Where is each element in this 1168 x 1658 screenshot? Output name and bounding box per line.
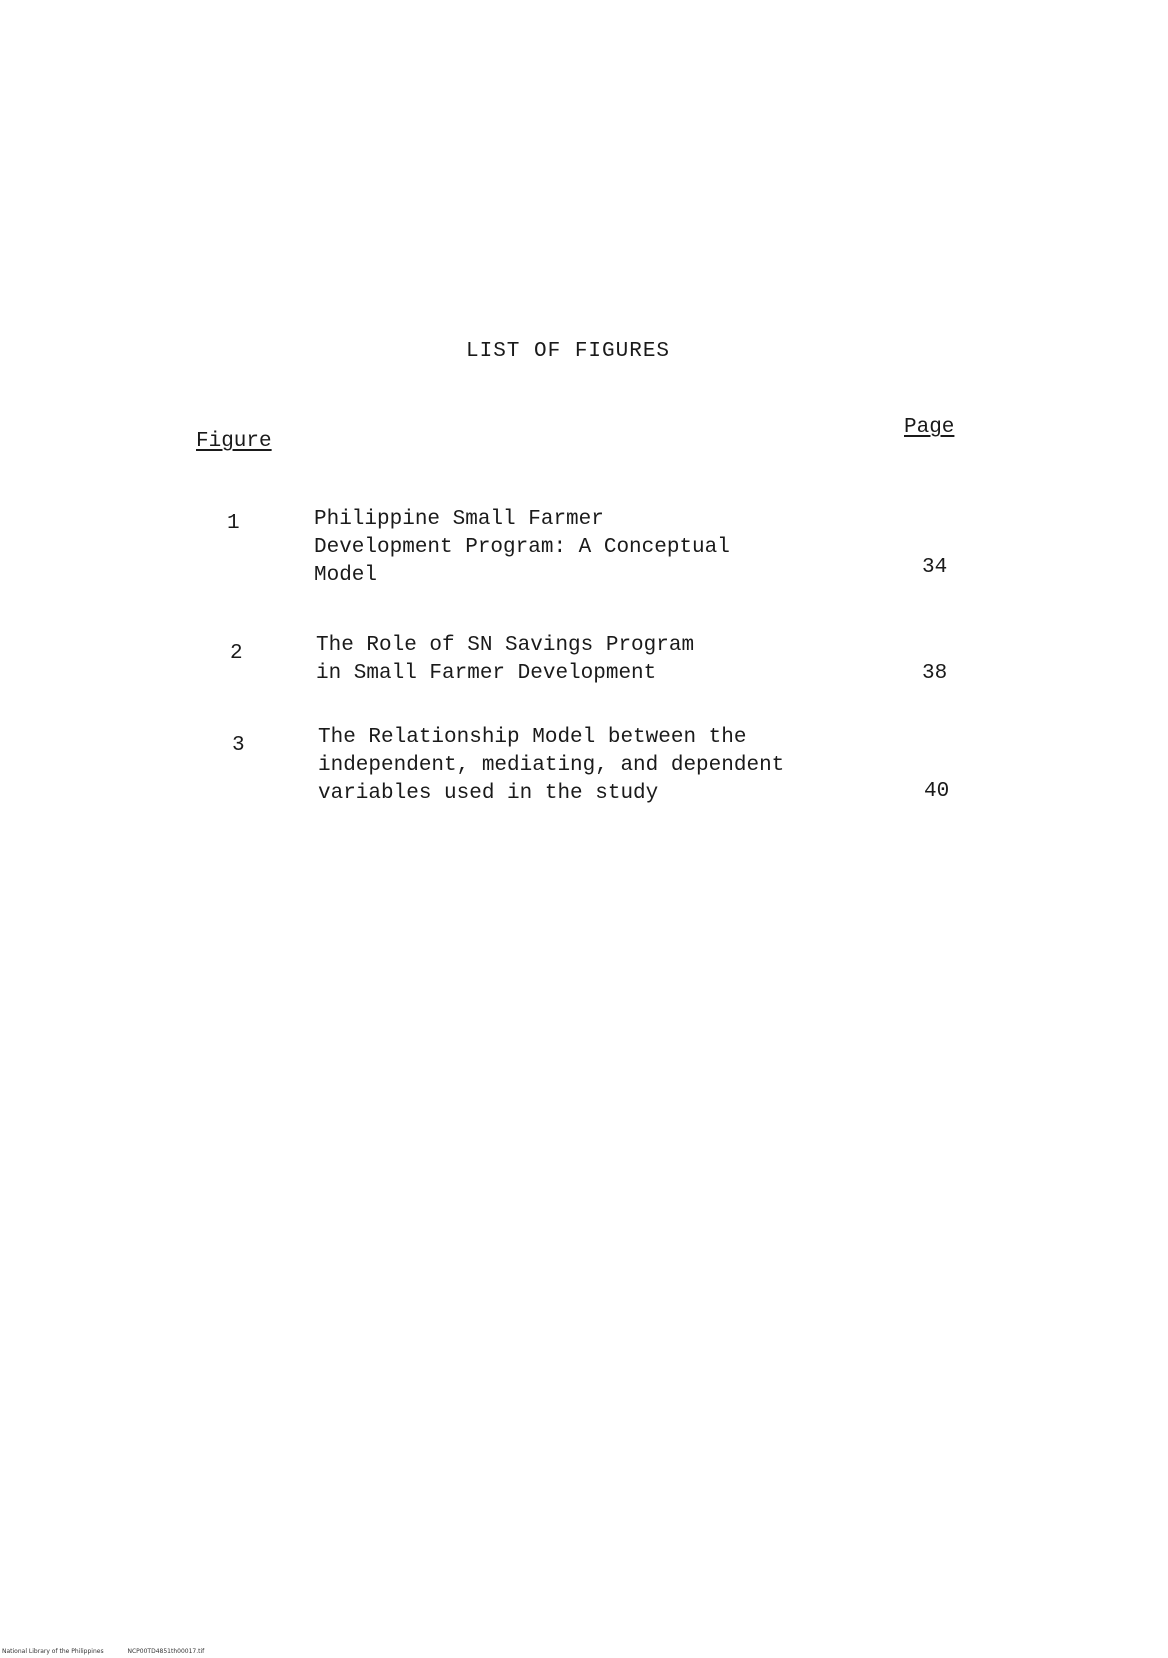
footer-file: NCP00TD4851th00017.tif <box>127 1648 205 1655</box>
figure-caption <box>318 724 784 808</box>
page-title: LIST OF FIGURES <box>466 340 671 363</box>
figure-page-number: 40 <box>924 780 950 803</box>
caption-line: The Role of SN Savings Program <box>316 634 695 657</box>
caption-line: The Relationship Model between the <box>318 726 747 749</box>
caption-line: independent, mediating, and dependent <box>318 754 785 777</box>
figure-caption <box>316 632 694 688</box>
caption-line: Philippine Small Farmer <box>314 508 604 531</box>
figure-page-number: 34 <box>922 556 948 579</box>
figure-column-header: Figure <box>196 430 272 453</box>
caption-line: Model <box>314 564 378 587</box>
figure-caption <box>314 506 730 590</box>
scan-footer <box>2 1648 226 1655</box>
caption-line: Development Program: A Conceptual <box>314 536 730 559</box>
figure-page-number: 38 <box>922 662 948 685</box>
figure-number: 1 <box>227 512 240 535</box>
figure-number: 3 <box>232 734 245 757</box>
figure-number: 2 <box>230 642 243 665</box>
caption-line: variables used in the study <box>318 782 659 805</box>
page-column-header: Page <box>904 416 955 439</box>
caption-line: in Small Farmer Development <box>316 662 657 685</box>
footer-library: National Library of the Philippines <box>2 1648 104 1655</box>
